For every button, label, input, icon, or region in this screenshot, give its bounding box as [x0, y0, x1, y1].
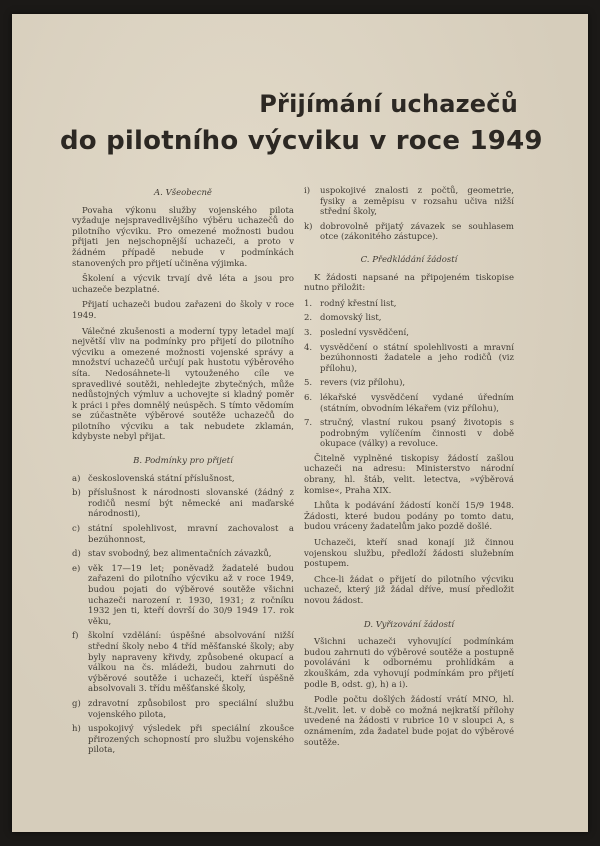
section-c-heading: C. Předkládání žádostí [360, 254, 458, 265]
document-page [12, 14, 588, 832]
section-a-paragraph: Přijatí uchazeči budou zařazeni do školy v roce 1949. [72, 300, 294, 321]
item-text: československá státní příslušnost, [88, 473, 235, 484]
item-text: uspokojivé znalosti z počtů, geometrie, fysiky a zeměpisu v rozsahu učiva nižší střední školy, [320, 186, 514, 218]
item-text: lékařské vysvědčení vydané úředním (státním, obvodním lékařem (viz přílohu), [320, 392, 514, 414]
section-c-paragraph: Čitelně vyplněné tiskopisy žádostí zašlou uchazeči na adresu: Ministerstvo národní obrany, hl. štáb, velit. letectva, »výběrová komise«, Praha XIX. [304, 453, 514, 496]
item-text: školní vzdělání: úspěšné absolvování nižší střední školy nebo 4 tříd měšťanské školy; aby byly napraveny křivdy, způsobené okupací a válkou na čs. mládeži, budou zahrnuti do výběrové soutěže i uchazeči, kteří úspěšně absolvovali 3. třídu měšťanské školy, [88, 631, 294, 695]
item-label: 6. [304, 392, 313, 403]
item-label: i) [304, 186, 311, 196]
section-a-paragraph: Školení a výcvik trvají dvě léta a jsou pro uchazeče bezplatné. [72, 274, 294, 295]
list-item [304, 313, 514, 324]
section-b-heading: B. Podmínky pro přijetí [133, 456, 233, 467]
item-label: e) [72, 563, 81, 574]
section-d-paragraph: Podle počtu došlých žádostí vrátí MNO, hl. št./velit. let. v době co možná nejkratší přílohy uvedené na žádosti v rubrice 10 v sloupci A, s oznámením, zda žadatel bude pojat do výběrové soutěže. [304, 695, 514, 748]
right-column [304, 186, 514, 753]
item-label: f) [72, 631, 79, 642]
list-item [304, 418, 514, 450]
section-c-paragraph: Lhůta k podávání žádostí končí 15/9 1948. Žádosti, které budou podány po tomto datu, budou vráceny žadatelům jako pozdě došlé. [304, 501, 514, 533]
list-item [72, 524, 294, 545]
section-a-paragraph: Povaha výkonu služby vojenského pilota vyžaduje nejspravedlivějšího výběru uchazečů do pilotního výcviku. Pro omezené možnosti budou přijati jen nejschopnější uchazeči, a proto v žádném případě nebude v podmínkách stanovených pro přijetí učiněna výjimka. [72, 205, 294, 269]
item-label: 1. [304, 298, 313, 309]
section-a-heading: A. Všeobecně [154, 188, 212, 198]
list-item [72, 488, 294, 520]
title-line-1: Přijímání uchazečů [259, 90, 518, 118]
item-label: 5. [304, 378, 313, 389]
item-label: g) [72, 698, 81, 709]
list-item [304, 343, 514, 375]
item-text: dobrovolně přijatý závazek se souhlasem otce (zákonitého zástupce). [320, 221, 514, 243]
item-label: 3. [304, 327, 313, 338]
list-item [304, 328, 514, 339]
section-c-intro: K žádosti napsané na připojeném tiskopise nutno přiložit: [304, 272, 514, 294]
list-item [72, 724, 294, 756]
item-text: domovský list, [320, 313, 382, 324]
section-c-paragraph: Uchazeči, kteří snad konají již činnou vojenskou službu, předloží žádosti služebním postupem. [304, 538, 514, 570]
item-text: stav svobodný, bez alimentačních závazků, [88, 549, 272, 560]
item-label: 2. [304, 313, 313, 324]
list-item [72, 631, 294, 695]
item-text: státní spolehlivost, mravní zachovalost a bezúhonnost, [88, 524, 294, 545]
list-item [304, 378, 514, 389]
item-text: uspokojivý výsledek při speciální zkoušce přirozených schopností pro službu vojenského pilota, [88, 724, 294, 756]
item-text: zdravotní způsobilost pro speciální službu vojenského pilota, [88, 698, 294, 720]
list-item [304, 186, 514, 218]
list-item [304, 393, 514, 414]
item-label: 7. [304, 418, 313, 429]
list-item [72, 699, 294, 720]
item-label: a) [72, 473, 81, 484]
item-text: poslední vysvědčení, [320, 327, 409, 338]
title-line-2: do pilotního výcviku v roce 1949 [60, 126, 543, 156]
list-item [72, 474, 294, 485]
item-label: b) [72, 488, 81, 499]
item-text: věk 17—19 let; poněvadž žadatelé budou zařazeni do pilotního výcviku až v roce 1949, budou pojati do výběrové soutěže všichni uchazeči narození r. 1930, 1931; z ročníku 1932 jen ti, kteří dovrší do 30/9 1949 17. rok věku, [88, 563, 294, 627]
left-column [72, 186, 294, 760]
section-a-paragraph: Válečné zkušenosti a moderní typy letadel mají největší vliv na podmínky pro přijetí do pilotního výcviku a omezené možnosti vojenské správy a množství uchazečů určují pak hustotu výběrového síta. Nedosáhnete-li vytouženého cíle ve spravedlivé soutěži, nehledejte zbytečných, může nedůstojných výmluv a uchovejte si kladný poměr k práci i přes domnělý neúspěch. S tímto vědomím se zúčastněte výběrové soutěže uchazečů do pilotního výcviku a tak nebudete zklamán, kdybyste nebyl přijat. [72, 326, 294, 443]
item-label: h) [72, 724, 81, 735]
item-text: stručný, vlastní rukou psaný životopis s podrobným vylíčením činnosti v době okupace (války) a revoluce. [320, 418, 514, 450]
item-label: k) [304, 221, 313, 232]
item-text: příslušnost k národnosti slovanské (žádný z rodičů nesmí být německé ani maďarské národnosti), [88, 488, 294, 520]
item-text: vysvědčení o státní spolehlivosti a mravní bezúhonnosti žadatele a jeho rodičů (viz přílohu), [320, 342, 514, 374]
item-text: revers (viz přílohu), [320, 378, 406, 389]
item-label: 4. [304, 342, 313, 353]
list-item [72, 549, 294, 560]
section-d-paragraph: Všichni uchazeči vyhovující podmínkám budou zahrnuti do výběrové soutěže a postupně povoláváni k odbornému prohlídkám a zkouškám, zda vyhovují podmínkám pro přijetí podle B, odst. g), h) a i). [304, 637, 514, 690]
item-label: d) [72, 549, 81, 560]
list-item [304, 222, 514, 243]
section-c-paragraph: Chce-li žádat o přijetí do pilotního výcviku uchazeč, který již žádal dříve, musí předložit novou žádost. [304, 574, 514, 606]
section-d-heading: D. Vyřizování žádostí [363, 619, 455, 630]
item-label: c) [72, 524, 81, 535]
item-text: rodný křestní list, [320, 298, 397, 309]
list-item [304, 299, 514, 310]
list-item [72, 564, 294, 628]
